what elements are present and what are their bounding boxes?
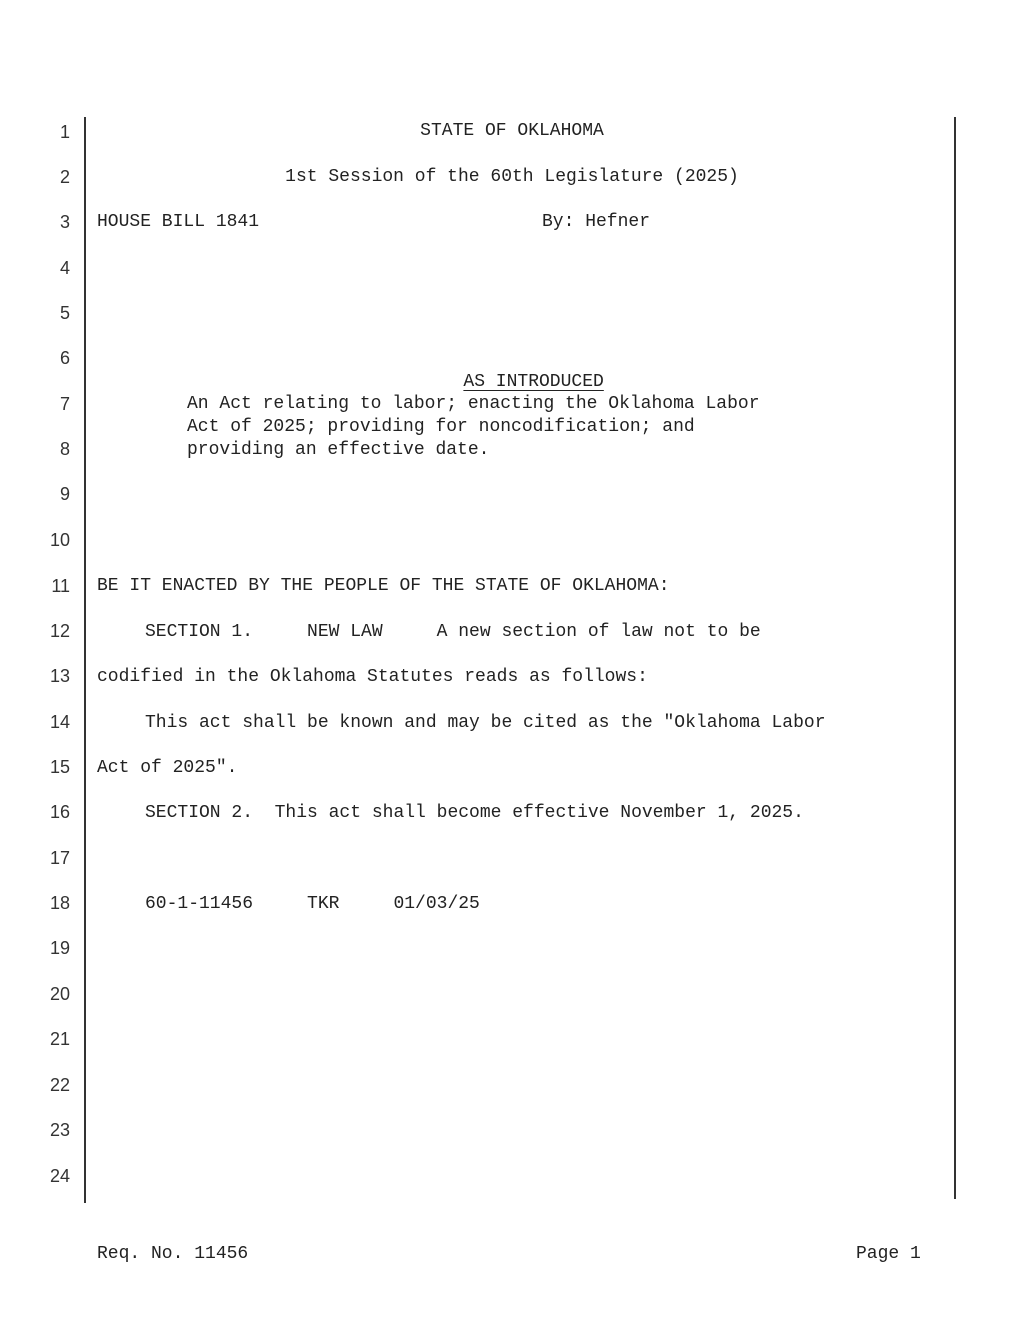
footer-page-number: Page 1 <box>856 1244 921 1264</box>
line-number: 8 <box>59 439 70 459</box>
line-number: 22 <box>49 1075 70 1095</box>
line-number: 12 <box>49 621 70 641</box>
state-heading: STATE OF OKLAHOMA <box>420 121 604 141</box>
section-1-heading: SECTION 1. NEW LAW A new section of law not to be <box>145 622 761 642</box>
summary-line: Act of 2025; providing for noncodification; and <box>187 417 695 437</box>
section-1-text-continuation: Act of 2025". <box>97 758 238 778</box>
right-margin-rule <box>954 117 956 1199</box>
footer-request-number: Req. No. 11456 <box>97 1244 249 1264</box>
section-1-text: This act shall be known and may be cited as the "Oklahoma Labor <box>145 713 826 733</box>
line-number: 24 <box>49 1166 70 1186</box>
line-number: 15 <box>49 757 70 777</box>
line-number: 7 <box>59 394 70 414</box>
line-number: 14 <box>49 712 70 732</box>
summary-line: An Act relating to labor; enacting the Oklahoma Labor <box>187 394 760 414</box>
line-number: 11 <box>51 576 70 596</box>
line-number: 4 <box>59 258 70 278</box>
line-number: 9 <box>59 484 70 504</box>
bill-number: HOUSE BILL 1841 <box>97 212 260 232</box>
status-label: AS INTRODUCED <box>463 372 604 392</box>
line-number: 18 <box>49 893 70 913</box>
line-number: 2 <box>59 167 70 187</box>
enacting-clause: BE IT ENACTED BY THE PEOPLE OF THE STATE OF OKLAHOMA: <box>97 576 670 596</box>
line-number: 23 <box>49 1120 70 1140</box>
line-number: 19 <box>49 938 70 958</box>
line-number: 3 <box>59 212 70 232</box>
line-number: 5 <box>59 303 70 323</box>
line-number: 20 <box>49 984 70 1004</box>
section-2-text: SECTION 2. This act shall become effective November 1, 2025. <box>145 803 804 823</box>
line-number: 17 <box>49 848 70 868</box>
line-number: 16 <box>49 802 70 822</box>
line-number: 21 <box>49 1029 70 1049</box>
bill-author: By: Hefner <box>542 212 651 232</box>
line-number: 10 <box>49 530 70 550</box>
section-1-continuation: codified in the Oklahoma Statutes reads as follows: <box>97 667 648 687</box>
line-number: 13 <box>49 666 70 686</box>
line-number: 6 <box>59 348 70 368</box>
summary-line: providing an effective date. <box>187 440 490 460</box>
request-code: 60-1-11456 TKR 01/03/25 <box>145 894 480 914</box>
left-margin-rule <box>84 117 86 1203</box>
line-number: 1 <box>59 122 70 142</box>
session-heading: 1st Session of the 60th Legislature (2025) <box>285 167 739 187</box>
